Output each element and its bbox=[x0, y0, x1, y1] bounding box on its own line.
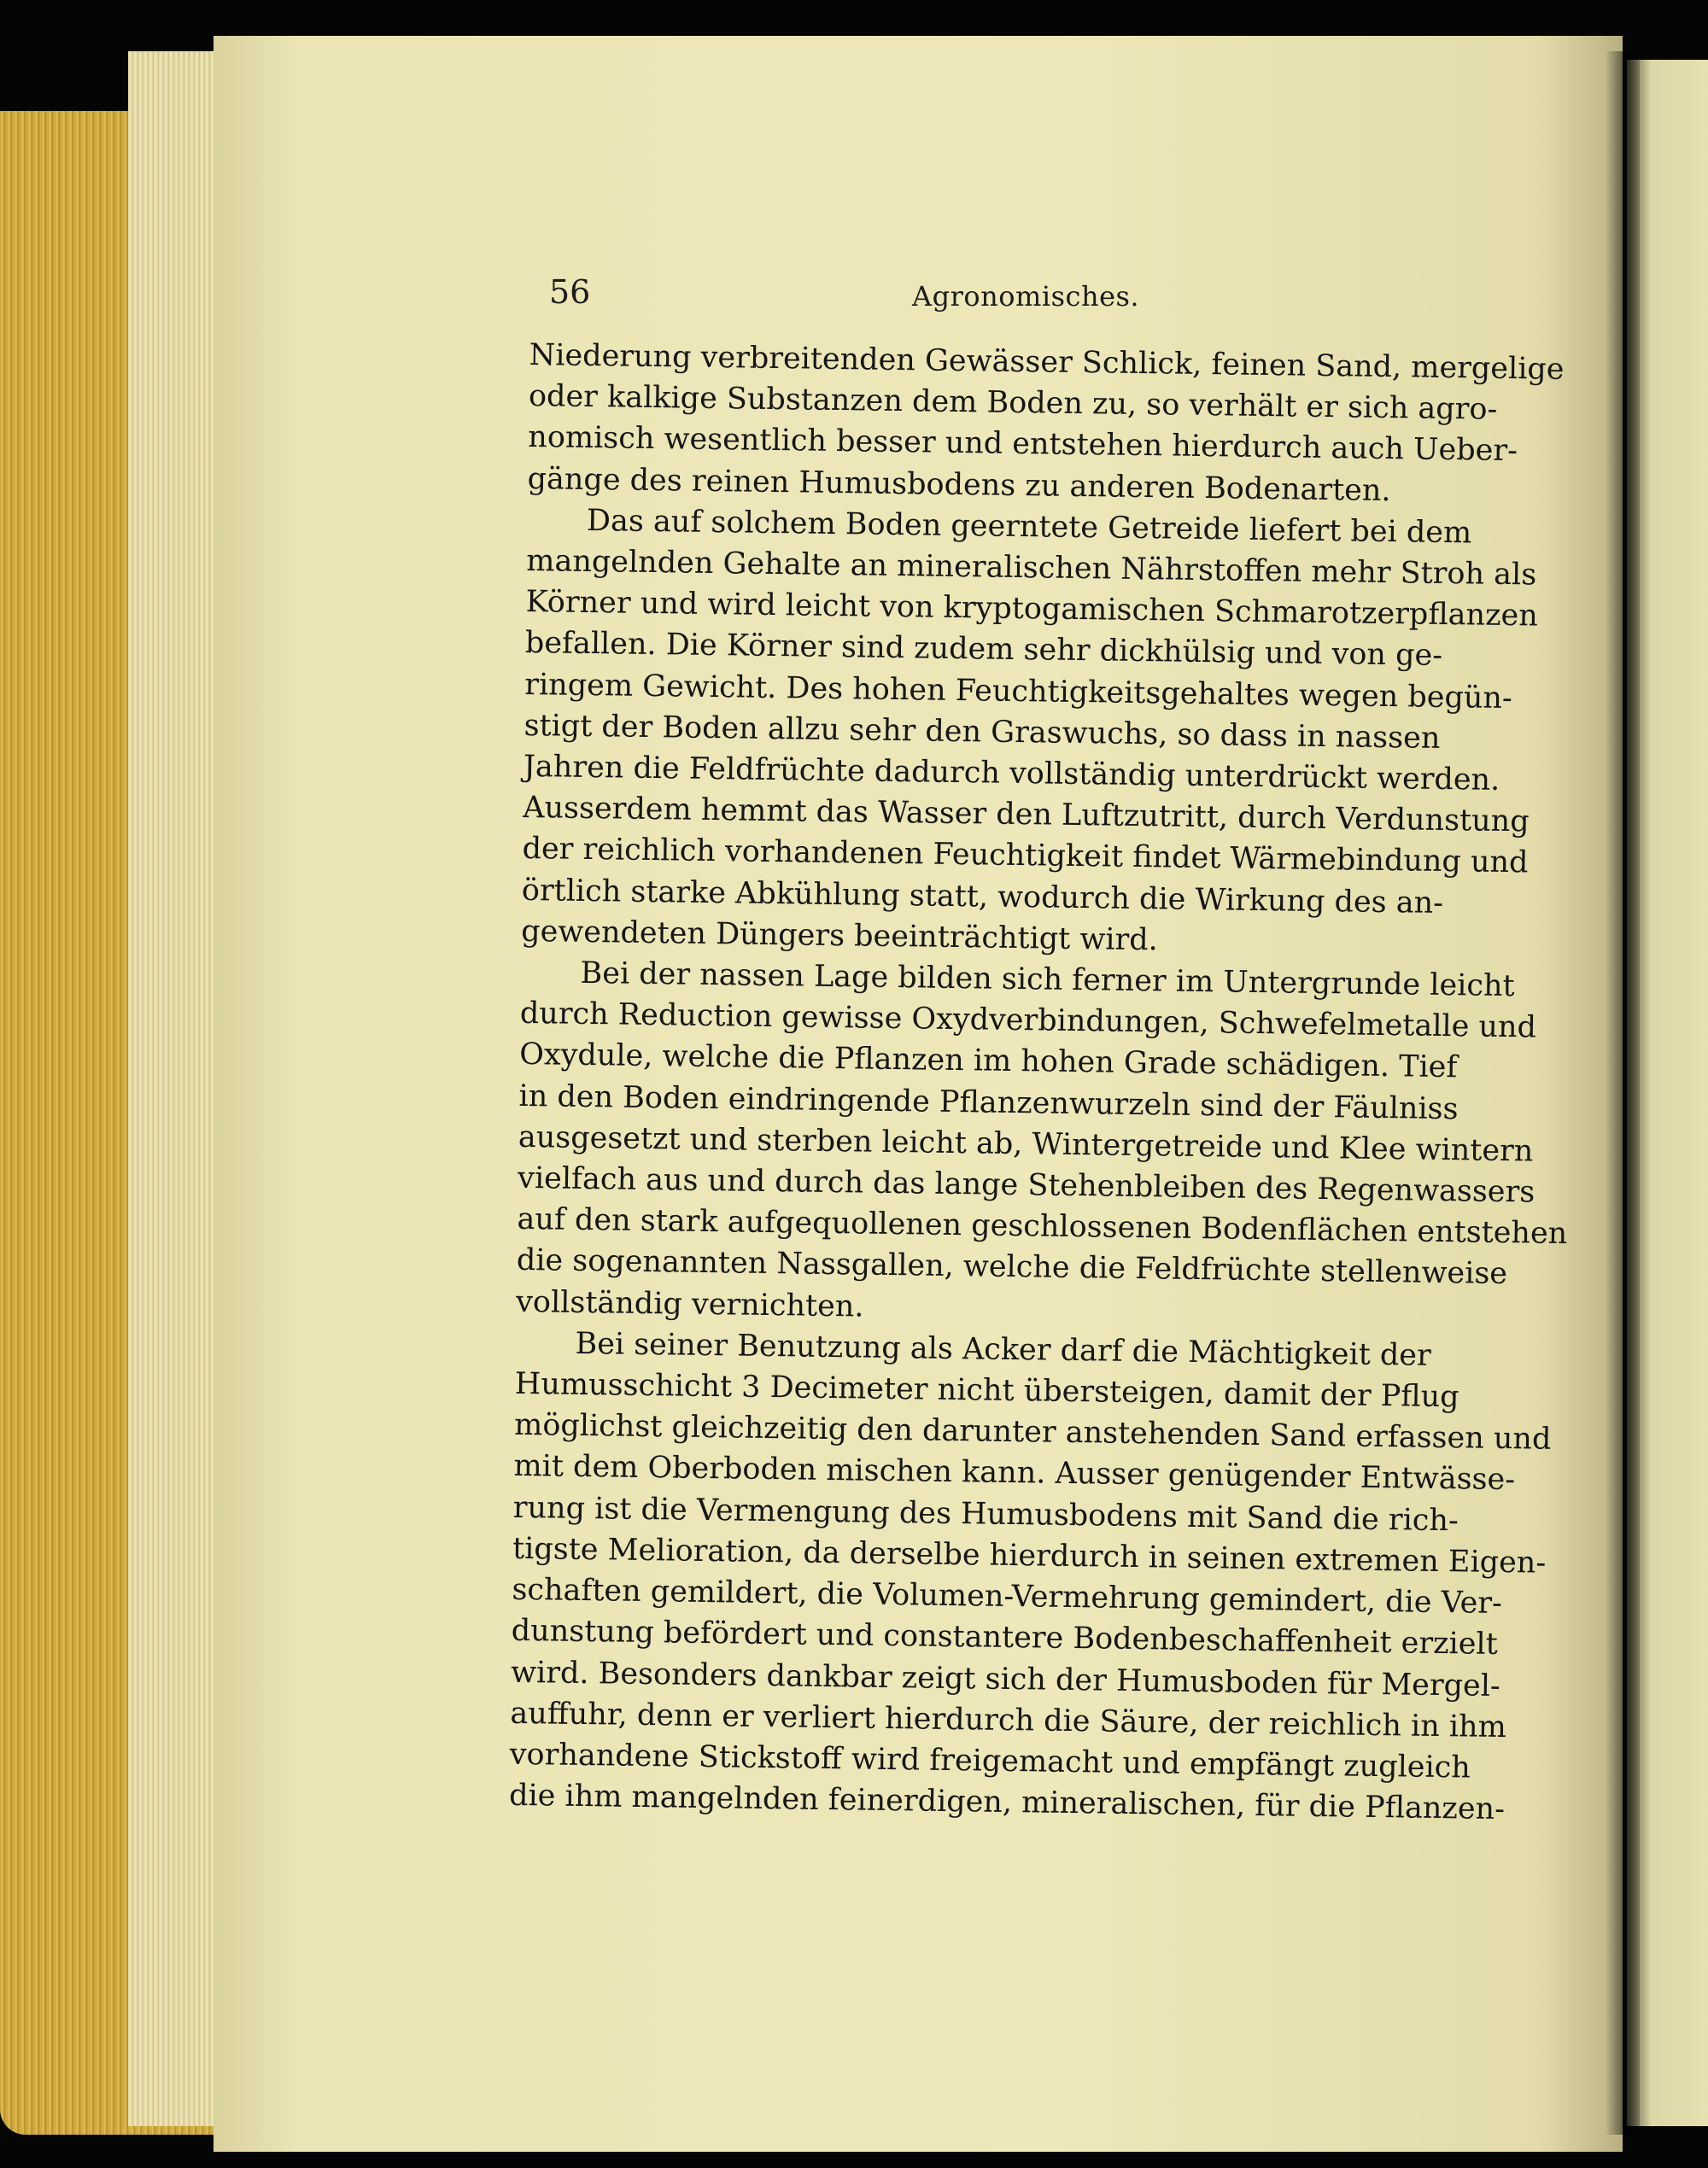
gutter-shadow bbox=[1606, 51, 1640, 2135]
text-line: Niederung verbreitenden Gewässer Schlick, feinen Sand, mergelige bbox=[529, 337, 1565, 387]
text-line: rung ist die Vermengung des Humusbodens mit Sand die rich- bbox=[512, 1490, 1459, 1539]
body-text bbox=[508, 335, 1568, 1829]
text-line: schaften gemildert, die Volumen-Vermehrung gemindert, die Ver- bbox=[512, 1572, 1503, 1622]
text-line: der reichlich vorhandenen Feuchtigkeit findet Wärmebindung und bbox=[522, 832, 1529, 880]
text-line: stigt der Boden allzu sehr den Graswuchs, so dass in nassen bbox=[524, 708, 1441, 756]
text-line: wird. Besonders dankbar zeigt sich der Humusboden für Mergel- bbox=[510, 1655, 1501, 1703]
paragraph-3 bbox=[515, 952, 1568, 1335]
text-line: Das auf solchem Boden geerntete Getreide liefert bei dem bbox=[586, 503, 1472, 551]
text-line: die sogenannten Nassgallen, welche die Feldfrüchte stellenweise bbox=[516, 1243, 1508, 1292]
text-line: Humusschicht 3 Decimeter nicht übersteigen, damit der Pflug bbox=[514, 1366, 1459, 1415]
text-line: nomisch wesentlich besser und entstehen hierdurch auch Ueber- bbox=[528, 420, 1518, 469]
text-line: Oxydule, welche die Pflanzen im hohen Grade schädigen. Tief bbox=[518, 1037, 1458, 1085]
text-line: Bei der nassen Lage bilden sich ferner im Untergrunde leicht bbox=[580, 955, 1515, 1004]
paragraph-1 bbox=[527, 335, 1565, 512]
text-line: in den Boden eindringende Pflanzenwurzeln sind der Fäulniss bbox=[518, 1078, 1459, 1126]
text-line: vorhandene Stickstoff wird freigemacht und empfängt zugleich bbox=[509, 1737, 1471, 1785]
text-line: gänge des reinen Humusbodens zu anderen Bodenarten. bbox=[527, 461, 1391, 508]
text-line: auf den stark aufgequollenen geschlossenen Bodenflächen entstehen bbox=[517, 1202, 1568, 1252]
text-line: Ausserdem hemmt das Wasser den Luftzutritt, durch Verdunstung bbox=[522, 791, 1530, 839]
text-line: auffuhr, denn er verliert hierdurch die Säure, der reichlich in ihm bbox=[510, 1696, 1507, 1744]
text-line: mit dem Oberboden mischen kann. Ausser genügender Entwässe- bbox=[513, 1449, 1516, 1498]
paragraph-4 bbox=[508, 1323, 1552, 1829]
paragraph-2 bbox=[520, 500, 1539, 965]
text-line: oder kalkige Substanzen dem Boden zu, so verhält er sich agro- bbox=[528, 379, 1498, 428]
page-number: 56 bbox=[549, 273, 591, 311]
text-line: Jahren die Feldfrüchte dadurch vollständig unterdrückt werden. bbox=[523, 749, 1500, 798]
text-line: vollständig vernichten. bbox=[515, 1284, 864, 1324]
text-line: befallen. Die Körner sind zudem sehr dickhülsig und von ge- bbox=[524, 626, 1443, 674]
text-line: örtlich starke Abkühlung statt, wodurch die Wirkung des an- bbox=[521, 873, 1444, 920]
text-line: dunstung befördert und constantere Bodenbeschaffenheit erzielt bbox=[511, 1614, 1498, 1663]
text-line: möglichst gleichzeitig den darunter anstehenden Sand erfassen und bbox=[513, 1408, 1552, 1458]
text-line: Bei seiner Benutzung als Acker darf die Mächtigkeit der bbox=[575, 1326, 1432, 1373]
text-line: ausgesetzt und sterben leicht ab, Wintergetreide und Klee wintern bbox=[518, 1119, 1534, 1169]
running-title: Agronomisches. bbox=[912, 280, 1140, 313]
text-line: ringem Gewicht. Des hohen Feuchtigkeitsgehaltes wegen begün- bbox=[524, 667, 1513, 716]
text-line: die ihm mangelnden feinerdigen, mineralischen, für die Pflanzen- bbox=[508, 1778, 1506, 1827]
text-line: vielfach aus und durch das lange Stehenbleiben des Regenwassers bbox=[517, 1160, 1535, 1210]
text-line: mangelnden Gehalte an mineralischen Nährstoffen mehr Stroh als bbox=[526, 543, 1537, 593]
text-line: Körner und wird leicht von kryptogamischen Schmarotzerpflanzen bbox=[525, 585, 1539, 634]
text-line: durch Reduction gewisse Oxydverbindungen, Schwefelmetalle und bbox=[519, 996, 1537, 1045]
text-line: gewendeten Düngers beeinträchtigt wird. bbox=[520, 914, 1159, 958]
text-line: tigste Melioration, da derselbe hierdurch in seinen extremen Eigen- bbox=[512, 1531, 1547, 1581]
